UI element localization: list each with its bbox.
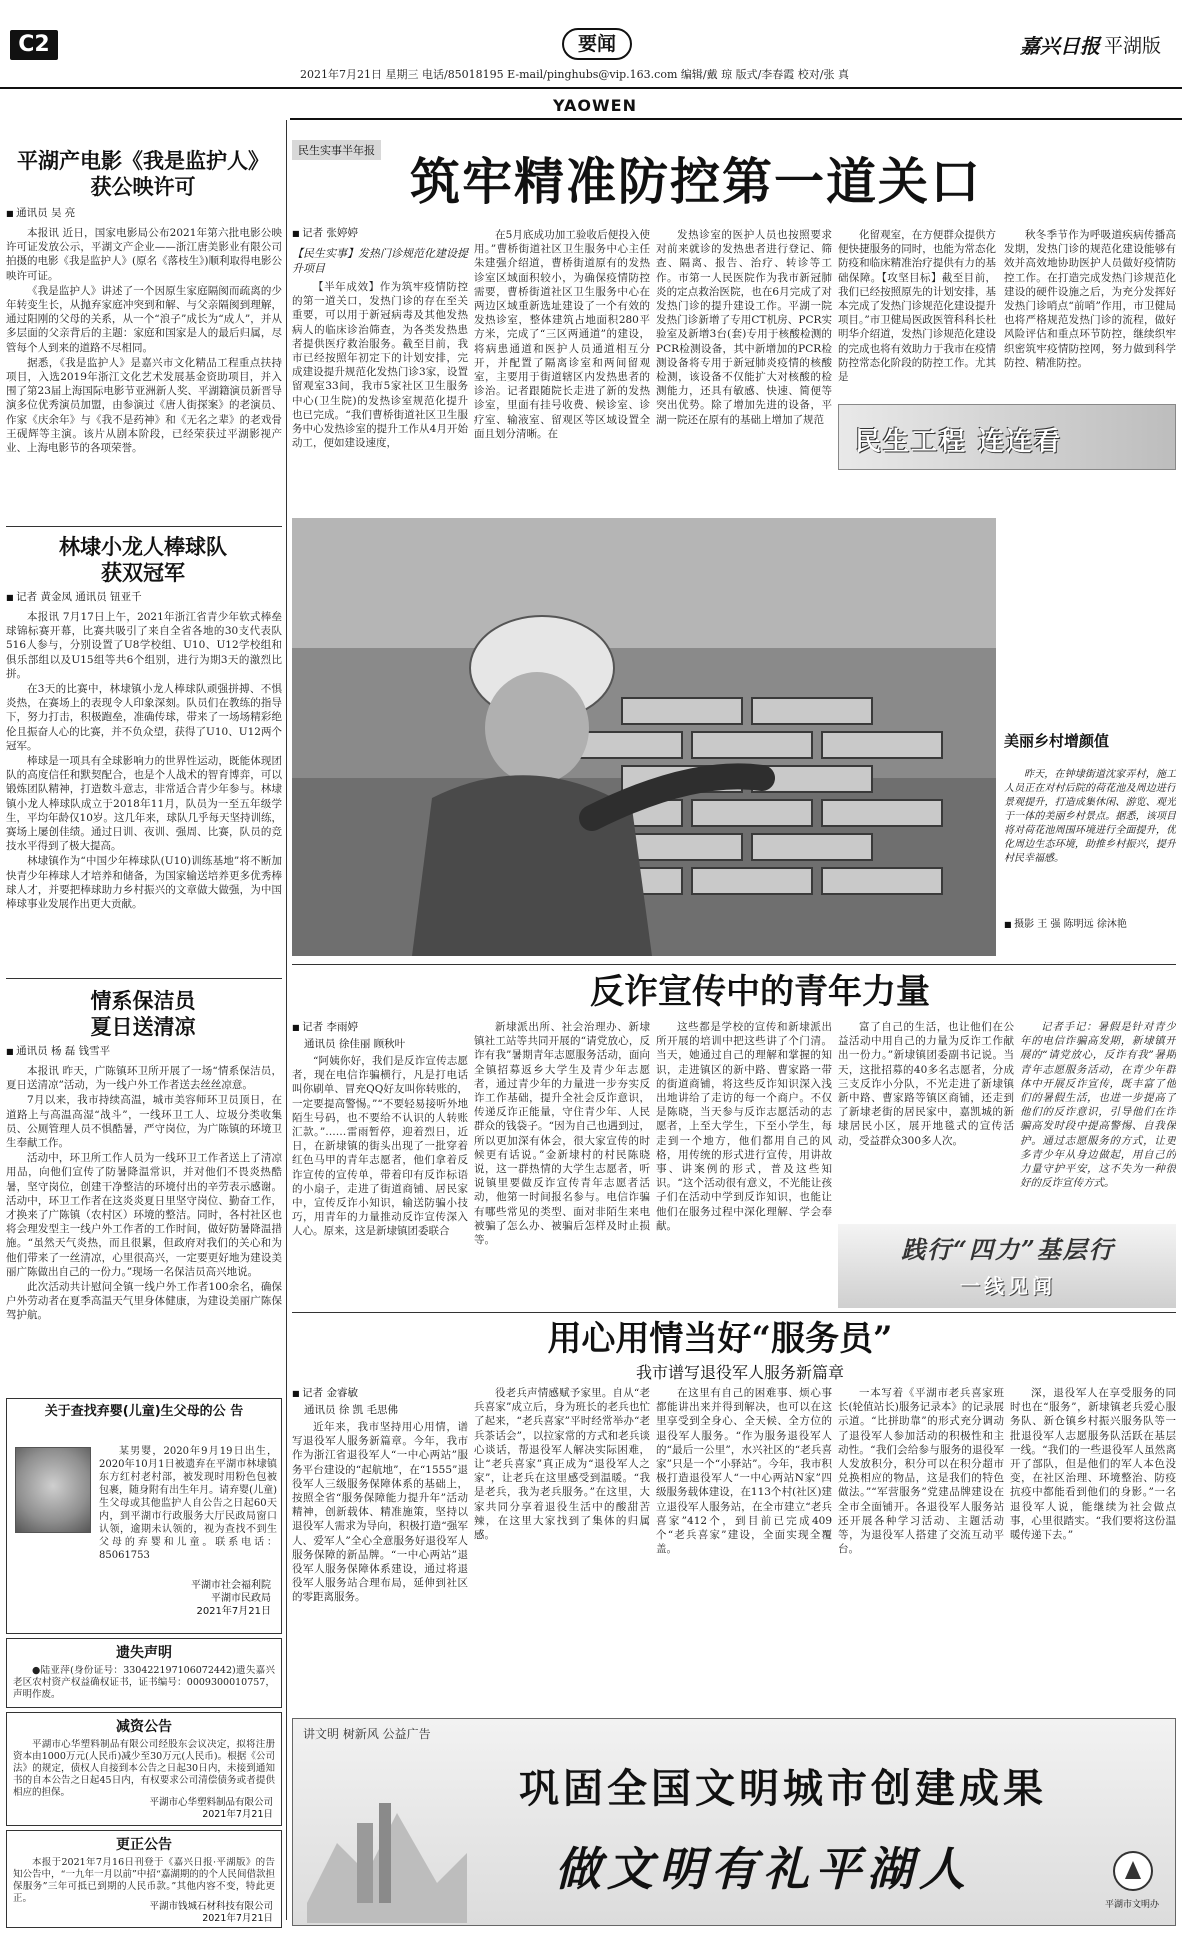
anti-fraud-col-4: 富了自己的生活，也让他们在公益活动中用自己的力量为反诈工作献出一份力。”新埭镇团委副书记说。当天，这批招募的40多名志愿者，分成三支反诈小分队，不光走进了新埭镇新中路、曹家路等镇区商铺，还走到了新埭老街的居民家中，嘉凯城的新埭居民小区，展开地毯式的宣传活动，受益群众300多人次。 [838,1021,1014,1147]
orphan-notice-body: 某男婴，2020年9月19日出生，2020年10月1日被遗弃在平湖市林埭镇东方红村老村部，被发现时用粉色包被包裹，随身附有出生年月。请弃婴(儿童)生父母或其他监护人自公告之日起60天内，到平湖市行政服务大厅民政局窗口认领，逾期未认领的，视为查找不到生父母的弃婴和儿童。联系电话：85061753 [99,1446,277,1561]
promo-banner-grassroots [838,1224,1176,1308]
correction-notice-body: 本报于2021年7月16日刊登于《嘉兴日报·平湖版》的告知公告中，“一九年一月以前”中招“嘉湖期的的个人民间借款担保服务”三年可抵已到期的人民币款。”其他内容不变，特此更正。 [13,1857,275,1904]
baseball-headline: 林埭小龙人棒球队 获双冠军 [59,535,227,585]
orphan-sign-1: 平湖市社会福利院 [191,1580,271,1591]
ad-top-labels: 讲文明 树新风 公益广告 [303,1727,431,1741]
cleaner-byline: ■ 通讯员 杨 磊 钱雪平 [6,1044,110,1059]
main-byline: ■ 记者 张婷婷 [292,226,358,241]
veterans-headline: 用心用情当好“服务员” [547,1319,893,1359]
correction-notice-title: 更正公告 [116,1837,172,1853]
main-col-4: 化留观室，在方便群众提供方便快捷服务的同时，也能为常态化防疫和临床精准治疗提供有力的基础保障。【攻坚目标】截至目前，我们已经按照原先的计划安排，基本完成了发热门诊规范化建设提升项目。”市卫健局医政医管科科长杜明华介绍道，发热门诊规范化建设的完成也将有效助力于我市在疫情防控常态化阶段的防控工作。尤其是 [838,229,996,384]
section-pinyin: YAOWEN [552,96,637,115]
film-body: 本报讯 近日，国家电影局公布2021年第六批电影公映许可证发放公示，平湖文产企业——浙江唐美影业有限公司拍摄的电影《我是监护人》(原名《落枝生》)顺利取得电影公映许可证。 《我是监护人》讲述了一个因原生家庭隔阂而疏离的少年转变生长，从抛弃家庭冲突到和解、与父亲隔阂到理解，通过阳刚的父母的关系，从一个“浪子”成长为“成人”，并从多层面的父亲背后的主题：家庭和国家是人的最后归属，尽管每个人到来的道路不尽相同。 据悉，《我是监护人》是嘉兴市文化精品工程重点扶持项目，入选2019年浙江文化艺术发展基金资助项目，并入围了第23届上海国际电影节亚洲新人奖、平湖籍演员新晋导演多位优秀演员加盟，由参演过《唐人街探案》的老演员、作家《庆余年》与《我不是药神》和《无名之辈》的老戏骨王砚辉等主演。该片从剧本阶段，已经荣获过平湖影视产业、上海电影节的各项荣誉。 [6,227,282,455]
capital-notice-body: 平湖市心华塑料制品有限公司经股东会议决定，拟将注册资本由1000万元(人民币)减少至30万元(人民币)。根据《公司法》的规定，债权人自接到本公告之日起30日内，未接到通知书的自本公告之日起45日内，有权要求公司清偿债务或者提供相应的担保。 [13,1739,275,1798]
anti-fraud-reporter-notes: 记者手记：暑假是针对青少年的电信诈骗高发期，新埭镇开展的“请党放心，反诈有我”暑期青年志愿服务活动，在青少年群体中开展反诈宣传，既丰富了他们的暑假生活，也进一步提高了他们的反诈意识，引导他们在诈骗高发时段中提高警惕、自我保护。通过志愿服务的方式，让更多青少年从身边做起，用自己的力量守护平安，这不失为一种很好的反诈宣传方式。 [1020,1021,1176,1190]
main-col-5: 秋冬季节作为呼吸道疾病传播高发期，发热门诊的规范化建设能够有效并高效地协助医护人员做好疫情防控工作。在打造完成发热门诊规范化建设的硬件设施之后，为充分发挥好发热门诊哨点“前哨”作用，市卫健局也将严格规范发热门诊的流程，做好风险评估和重点环节防控，继续织牢织密筑牢疫情防控网，努力做到科学防控、精准防控。 [1004,229,1176,369]
orphan-sign-date: 2021年7月21日 [196,1606,271,1617]
veterans-col-1: 近年来，我市坚持用心用情，谱写退役军人服务新篇章。今年，我市作为浙江省退役军人“一中心两站”服务平台建设的“起航地”，在“1555”退役军人三级服务保障体系的基础上，按照全省“服务保障能力提升年”活动精神，创新载体、精准施策，坚持以退役军人需求为导向，积极打造“强军人、爱军人”全心全意服务好退役军人服务保障的新品牌。“一中心两站”退役军人服务保障体系建设，通过将退役军人服务站合理布局，延伸到社区的零距离服务。 [292,1421,468,1604]
orphan-notice-title: 关于查找弃婴(儿童)生父母的公 告 [44,1404,244,1419]
capital-notice [6,1712,282,1826]
ad-logo-text: 平湖市文明办 [1104,1900,1159,1910]
baseball-body: 本报讯 7月17日上午，2021年浙江省青少年软式棒垒球锦标赛开幕，比赛共吸引了来自全省各地的30支代表队516人参与，分别设置了U8学校组、U10、U12学校组和俱乐部组以及U15组等共6个组别，进行为期3天的激烈比拼。 在3天的比赛中，林埭镇小龙人棒球队顽强拼搏、不惧炎热，在赛场上的表现令人印象深刻。队员们在教练的指导下，努力打击，积极跑垒，准确传球，带来了一场场精彩绝伦且振奋人心的比赛，并不负众望，获得了U10、U12两个冠军。 棒球是一项具有全球影响力的世界性运动，既能体现团队的高度信任和默契配合，也是个人战术的智育博弈，可以锻炼团队精神，打造数斗意志，非常适合青少年参与。林埭镇小龙人棒球队成立于2018年11月，队员为一至五年级学生，平均年龄仅10岁。这几年来，球队几乎每天坚持训练，赛场上屡创佳绩。通过日训、夜训、强周、比赛，队员的竞技水平得到了极大提高。 林埭镇作为“中国少年棒球队(U10)训练基地”将不断加快青少年棒球人才培养和储备，为国家输送培养更多优秀棒球人才，并要把棒球助力乡村振兴的文章做大做强，为中国棒球事业发展作出更大贡献。 [6,611,282,911]
photo-caption-body: 昨天，在钟埭街道沈家弄村，施工人员正在对村后院的荷花池及周边进行景观提升，打造成集休闲、游览、观光于一体的美丽乡村景点。据悉，该项目将对荷花池周围环境进行全面提升，优化周边生态环境，助推乡村振兴，提升村民幸福感。 [1004,769,1176,864]
cleaner-headline: 情系保洁员 夏日送清凉 [90,989,196,1039]
main-photo [292,518,996,956]
orphan-sign-2: 平湖市民政局 [211,1593,271,1604]
main-col-3: 发热诊室的医护人员也按照要求对前来就诊的发热患者进行登记、筛查、隔离、报告、治疗、转诊等工作。市第一人民医院作为我市新冠肺炎的定点救治医院，也在6月完成了对发热门诊的提升建设工作。平湖一院发热门诊新增了专用CT机房、PCR实验室及新增3台(套)专用于核酸检测的PCR检测设备，其中新增加的PCR检测设备将专用于新冠肺炎疫情的核酸检测，该设备不仅能扩大对核酸的检测能力，还具有敏感、快速、简便等突出优势。除了增加先进的设备，平湖一院还在原有的基础上增加了规范 [656,229,832,426]
capital-notice-sign [149,1797,273,1821]
veterans-col-5: 深，退役军人在享受服务的同时也在“服务”，新埭镇老兵爱心服务队、新仓镇乡村振兴服务队等一批退役军人志愿服务队活跃在基层一线。“我们的一些退役军人虽然离开了部队，但是他们的军人本色没变，在社区治理、环境整治、防疫抗疫中都能看到他们的身影。”一名退役军人说，能继续为社会做点事，心里很踏实。“我们要将这份温暖传递下去。” [1010,1387,1176,1542]
veterans-byline-2: 通讯员 徐 凯 毛思佛 [304,1404,399,1416]
main-col-2: 在5月底成功加工验收后便投入使用。”曹桥街道社区卫生服务中心主任朱建强介绍道，曹桥街道原有的发热诊室区域面积较小，为确保疫情防控需要，曹桥街道社区卫生服务中心在两边区域重新选址建设了一个有效的发热诊室，整体建筑占地面积280平方米，完成了“三区两通道”的建设，将病患通道和医护人员通道相互分开，并配置了隔离诊室和两间留观室，主要用于街道辖区内发热患者的诊治。记者跟随院长走进了新的发热诊室，里面有挂号收费、候诊室、诊疗室、输液室、留观区等区域设置全面且划分清晰。在 [474,229,650,440]
main-headline: 筑牢精准防控第一道关口 [410,152,982,211]
film-byline: ■ 通讯员 吴 亮 [6,206,75,221]
correction-notice [6,1830,282,1928]
orphan-notice [6,1398,282,1634]
cleaner-body: 本报讯 昨天，广陈镇环卫所开展了一场“情系保洁员，夏日送清凉”活动，为一线户外工作者送去丝丝凉意。 7月以来，我市持续高温，城市美容师环卫员顶日，在道路上与高温高湿“战斗”，一线环卫工人、垃圾分类收集员、公厕管理人员不惧酷暑，严守岗位，为广陈镇的环境卫生奉献工作。 活动中，环卫所工作人员为一线环卫工作者送上了清凉用品，向他们宣传了防暑降温常识，并对他们不畏炎热酷暑，坚守岗位，创建干净整洁的环境付出的辛劳表示感谢。活动中，环卫工作者在这炎炎夏日里坚守岗位、勤奋工作，才换来了广陈镇（农村区）环境的整洁。同时，各村社区也将会理发型主一线户外工作者的工作时间，做好防暑降温措施。“虽然天气炎热，而且很累，但政府对我们的关心和为他们带来了一丝清凉，心里很高兴，一定要更好地为建设美丽广陈做出自己的一份力。”现场一名保洁员高兴地说。 此次活动共计慰问全镇一线户外工作者100余名，确保户外劳动者在夏季高温天气里身体健康，为建设美丽广陈保驾护航。 [6,1065,282,1322]
ad-logo-mark-icon [1115,1853,1151,1889]
baseball-byline: ■ 记者 黄金凤 通讯员 钮亚千 [6,590,142,605]
main-col-1: 【半年成效】作为筑牢疫情防控的第一道关口，发热门诊的存在至关重要，可以用于新冠病毒及其他发热病人的临床诊治筛查，为各类发热患者提供医疗救治服务。截至目前，我市已经按照年初定下的计划安排，完成建设提升规范化发热门诊3家，设置留观室33间，我市5家社区卫生服务中心(卫生院)的发热诊室规范化提升也已完成。“我们曹桥街道社区卫生服务中心发热诊室的提升工作从4月开始动工，便如建设速度， [292,281,468,450]
promo-banner-label: 民生工程 连连看 [855,427,1063,457]
worker-photo-illustration [292,518,996,956]
main-subtitle: 【民生实事】发热门诊规范化建设提升项目 [292,247,468,275]
anti-fraud-headline: 反诈宣传中的青年力量 [590,972,930,1012]
correction-sign: 平湖市钱城石材科技有限公司 [149,1901,273,1912]
lost-notice [6,1638,282,1708]
capital-sign: 平湖市心华塑料制品有限公司 [149,1797,273,1808]
veterans-byline-1: ■ 记者 金睿敏 [292,1386,358,1401]
anti-fraud-col-3: 这些都是学校的宣传和新埭派出所开展的培训中把这些讲了个门清。当天，她通过自己的理解和掌握的知识，走进镇区的新中路、曹家路一带的街道商铺，将这些反诈知识深入浅出地讲给了走访的每一个商户。不仅是陈晓，当天参与反诈志愿活动的志愿者，上至大学生，下至小学生，每走到一个地方，他们都用自己的风格，用传统的形式进行宣传，用讲故事、讲案例的形式，普及这些知识。“这个活动很有意义，不光能让孩子们在活动中学到反诈知识，也能让他们在服务过程中深化理解、学会奉献。 [656,1021,832,1232]
anti-fraud-col-2: 新埭派出所、社会治理办、新埭镇社工站等共同开展的“请党放心，反诈有我”暑期青年志愿服务活动，面向全镇招募返乡大学生及青少年志愿者，通过青少年的力量进一步夯实反诈工作基础，提升全社会反诈意识，传递反诈正能量，守住青少年、人民群众的钱袋子。“因为自己也遇到过，所以更加深有体会，很大家宣传的时候更有话说。”金新埭村的村民陈晓说，这一群热情的大学生志愿者，听说镇里要做反诈宣传青年志愿者活动，他第一时间报名参与。电信诈骗有哪些常见的类型、面对非陌生来电被骗了怎么办、被骗后怎样及时止损等。 [474,1021,650,1247]
orphan-notice-sign [191,1579,271,1618]
photo-caption-title: 美丽乡村增颜值 [1004,732,1110,750]
left-column-divider [286,120,287,1920]
veterans-col-4: 一本写着《平湖市老兵喜家班长(轮值站长)服务记录本》的记录展示道。“比拼助靠”的形式充分调动了退役军人参加活动的积极性和主动性。“我们会给参与服务的退役军人发放积分，积分可以在积分超市兑换相应的物品，这是我们的特色做法。”“军营服务”党建品牌建设在全市全面铺开。各退役军人服务站还开展各种学习活动、主题活动等，为退役军人搭建了交流互动平台。 [838,1387,1004,1556]
ad-line-1: 巩固全国文明城市创建成果 [519,1765,1047,1812]
capital-sign-date: 2021年7月21日 [202,1809,273,1820]
main-rule-1 [292,964,1176,965]
page-code: C2 [10,30,58,60]
correction-sign-date: 2021年7月21日 [202,1913,273,1924]
veterans-col-3: 在这里有自己的困难事、烦心事都能讲出来并得到解决，也可以在这里享受到全身心、全天候、全方位的退役军人服务。“作为服务退役军人的“最后一公里”，水兴社区的“老兵喜家”只是一个“小驿站”。今年，我市积极打造退役军人“一中心两站N家”四级服务载体建设，在113个村(社区)建立退役军人服务站，在全市建立“老兵喜家”412个，到目前已完成409个“老兵喜家”建设，全面实现全覆盖。 [656,1387,832,1556]
promo-grassroots-label-2: 一线见闻 [960,1274,1056,1298]
section-badge: 要闻 [562,28,632,60]
lost-notice-title: 遗失声明 [116,1645,172,1661]
capital-notice-title: 减资公告 [116,1719,172,1735]
correction-notice-sign [149,1901,273,1925]
left-rule-1 [6,526,282,527]
ad-line-2: 做文明有礼平湖人 [555,1842,971,1896]
film-headline: 平湖产电影《我是监护人》 获公映许可 [17,149,269,199]
photo-credit: ■ 摄影 王 强 陈明远 徐沐艳 [1004,918,1127,932]
lost-notice-body: ●陆亚萍(身份证号：330422197106072442)遗失嘉兴老区农村资产权益确权证书，证书编号：0009300010757，声明作废。 [13,1665,275,1700]
ad-landscape-illustration [297,1723,477,1923]
veterans-col-2: 役老兵声情感赋予家里。自从“老兵喜家”成立后，身为班长的老兵也忙了起来，“老兵喜家”平时经常举办“老兵茶话会”，以拉家常的方式和老兵谈心谈话，帮退役军人解决实际困难，让“老兵喜家”真正成为“退役军人之家”，让老兵在这里感受到温暖。“我是老兵，我为老兵服务。”在这里，大家共同分享着退役生活中的酸甜苦辣，在这里大家找到了集体的归属感。 [474,1387,650,1542]
paper-name: 嘉兴日报 [1020,34,1100,58]
anti-fraud-byline-2: 通讯员 徐佳丽 顾秋叶 [304,1038,406,1050]
promo-grassroots-label-1: 践行“四力”基层行 [901,1235,1115,1264]
ad-logo [1113,1851,1153,1891]
public-service-ad [292,1718,1176,1926]
masthead-rule [0,87,1182,89]
promo-banner-livelihood [838,404,1176,470]
main-rule-2 [292,1312,1176,1313]
masthead-rule-2 [290,118,1182,120]
anti-fraud-col-1: “阿姨你好，我们是反诈宣传志愿者，现在电信诈骗横行，凡是打电话叫你刷单、冒充QQ好友叫你转账的，一定要提高警惕。”“不要轻易接听外地陌生号码，也不要给不认识的人转账汇款。”……雷雨暂停，迎着烈日，近日，在新埭镇的街头出现了一批穿着红色马甲的青年志愿者，他们拿着反诈宣传的宣传单，带着印有反诈标语的小扇子，走进了街道商铺、居民家中，宣传反诈小知识，输送防骗小技巧，用青年的力量推动反诈宣传深入人心。原来，这是新埭镇团委联合 [292,1055,468,1238]
left-rule-2 [6,978,282,979]
orphan-photo [15,1447,91,1533]
kicker-badge: 民生实事半年报 [292,140,381,160]
veterans-subhead: 我市谱写退役军人服务新篇章 [635,1363,844,1382]
masthead-info: 2021年7月21日 星期三 电话/85018195 E-mail/pinghubs@vip.163.com 编辑/戴 琼 版式/李春霞 校对/张 真 [300,68,849,81]
edition-label: 平湖版 [1104,35,1162,57]
anti-fraud-byline-1: ■ 记者 李雨婷 [292,1020,358,1035]
